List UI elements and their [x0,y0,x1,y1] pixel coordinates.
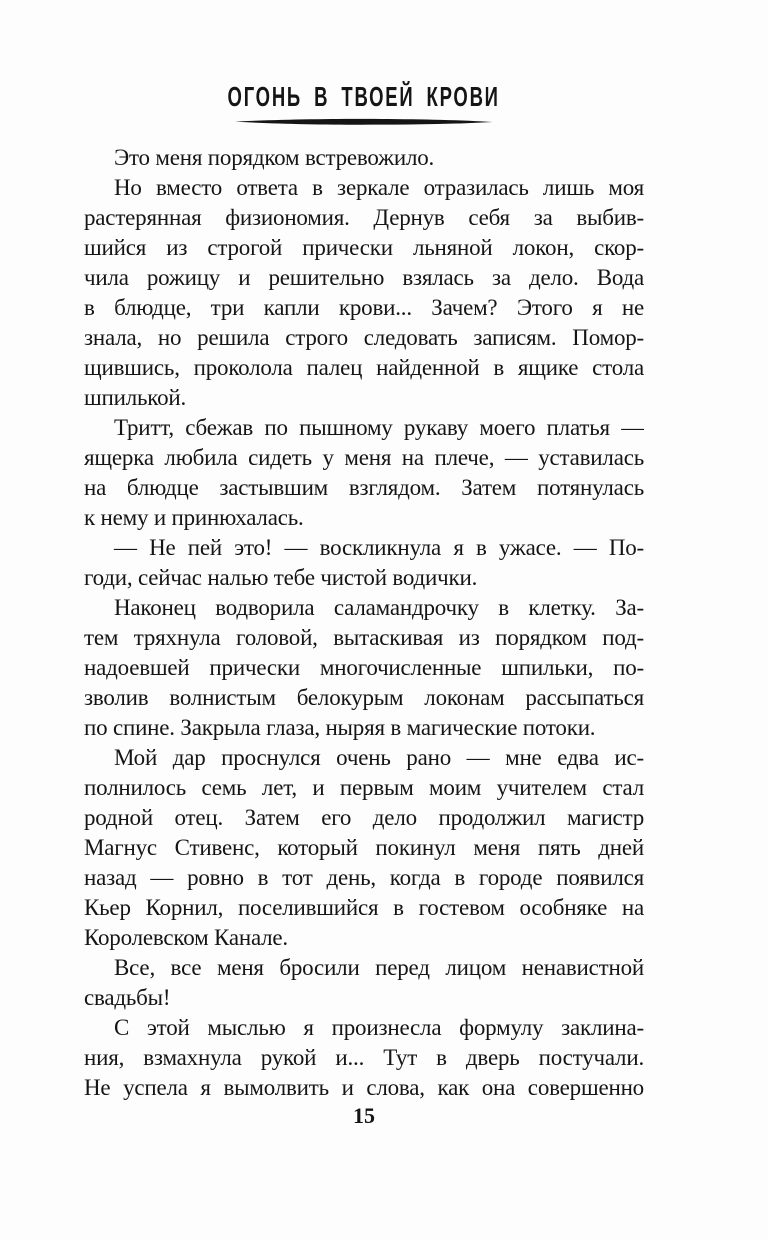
paragraph [84,173,644,413]
text-line: Это меня порядком встревожило. [114,145,435,170]
paragraph [84,143,644,173]
text-line: Все, все меня бросили перед лицом ненавистной [114,955,644,980]
text-line: Королевском Канале. [84,925,288,950]
text-line: — Не пей это! — воскликнула я в ужасе. — По- [114,535,644,560]
text-line: по спине. Закрыла глаза, ныряя в магические потоки. [84,715,596,740]
paragraph [84,413,644,533]
chapter-title: ОГОНЬ В ТВОЕЙ КРОВИ [227,82,501,113]
text-line: знала, но решила строго следовать записям. Помор- [84,325,644,350]
text-line: ящерка любила сидеть у меня на плече, — уставилась [84,445,644,470]
text-line: шпилькой. [84,385,187,410]
text-line: надоевшей прически многочисленные шпильки, по- [84,655,644,680]
text-line: назад — ровно в тот день, когда в городе появился [84,865,644,890]
text-line: чила рожицу и решительно взялась за дело. Вода [84,265,644,290]
text-line: на блюдце застывшим взглядом. Затем потянулась [84,475,644,500]
text-line: Магнус Стивенс, который покинул меня пять дней [84,835,644,860]
paragraph [84,743,644,953]
text-line: растерянная физиономия. Дернув себя за выбив- [84,205,644,230]
text-line: свадьбы! [84,985,171,1010]
text-line: Не успела я вымолвить и слова, как она совершенно [84,1075,644,1100]
text-line: Кьер Корнил, поселившийся в гостевом особняке на [84,895,644,920]
text-line: Мой дар проснулся очень рано — мне едва ис- [114,745,644,770]
paragraph [84,533,644,593]
text-line: тем тряхнула головой, вытаскивая из порядком под- [84,625,644,650]
body-text [84,143,644,1103]
text-line: годи, сейчас налью тебе чистой водички. [84,565,478,590]
page-footer [84,1102,644,1130]
text-line: Наконец водворила саламандрочку в клетку. За- [114,595,644,620]
text-line: шийся из строгой прически льняной локон, скор- [84,235,644,260]
paragraph [84,593,644,743]
text-line: зволив волнистым белокурым локонам рассыпаться [84,685,644,710]
text-line: Но вместо ответа в зеркале отразилась лишь моя [114,175,644,200]
text-line: к нему и принюхалась. [84,505,304,530]
text-line: ния, взмахнула рукой и... Тут в дверь постучали. [84,1045,644,1070]
text-line: полнилось семь лет, и первым моим учителем стал [84,775,644,800]
text-line: в блюдце, три капли крови... Зачем? Этого я не [84,295,644,320]
text-line: Тритт, сбежав по пышному рукаву моего платья — [114,415,644,440]
title-rule-ornament [235,117,493,126]
paragraph [84,1013,644,1103]
page-header [84,82,644,126]
page-number: 15 [353,1103,375,1128]
text-line: родной отец. Затем его дело продолжил магистр [84,805,644,830]
text-line: С этой мыслью я произнесла формулу заклина- [114,1015,644,1040]
paragraph [84,953,644,1013]
text-line: щившись, проколола палец найденной в ящике стола [84,355,644,380]
